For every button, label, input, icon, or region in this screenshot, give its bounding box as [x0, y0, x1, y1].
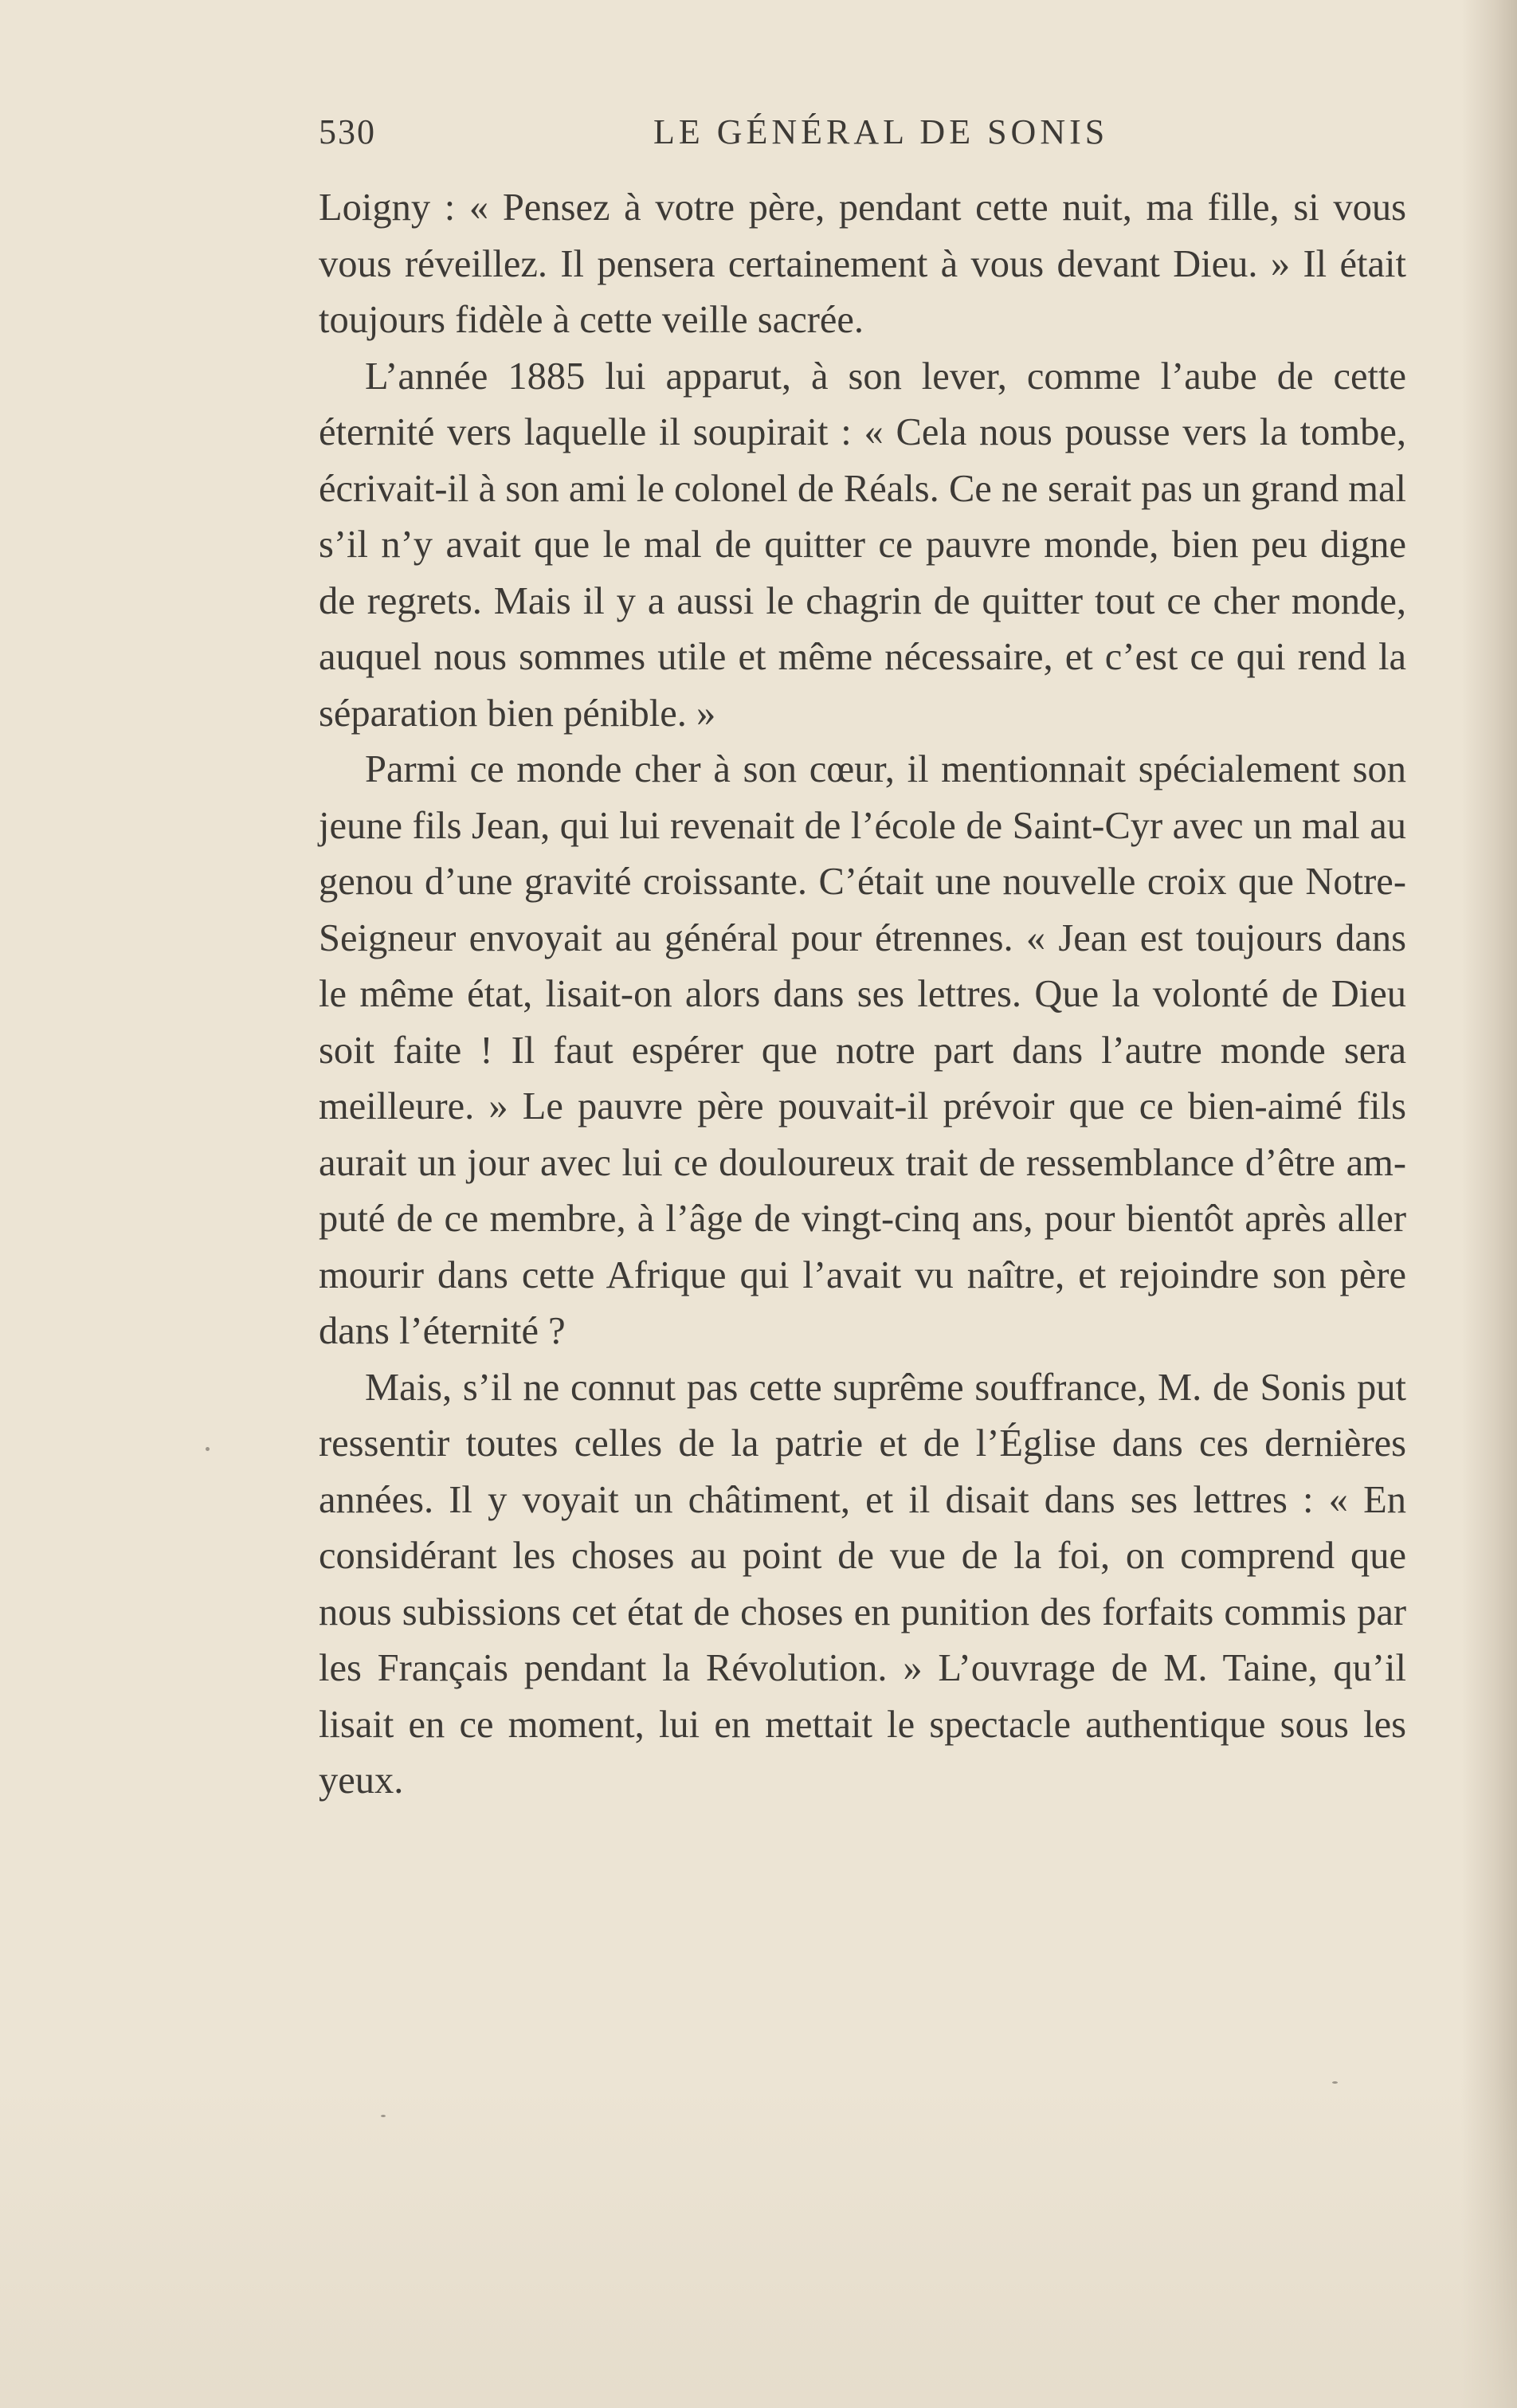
ink-speck — [206, 1447, 210, 1451]
ink-speck — [381, 2115, 386, 2117]
body-text — [319, 180, 1406, 1810]
paper-discoloration — [0, 2073, 1517, 2408]
page-number: 530 — [319, 112, 376, 151]
running-title: LE GÉNÉRAL DE SONIS — [653, 112, 1109, 151]
paragraph-2: L’année 1885 lui apparut, à son lever, comme l’aube de cette éternité vers laquelle il soupirait : « Cela nous pousse vers la tombe, écrivait-il à son ami le colonel de Réals. Ce ne serait pas un grand mal s’il n’y avait que le mal de quitter ce pauvre monde, bien peu digne de regrets. Mais il y a aussi le chagrin de quitter tout ce cher monde, auquel nous sommes utile et même nécessaire, et c’est ce qui rend la séparation bien pénible. » — [319, 355, 1406, 735]
paragraph-4: Mais, s’il ne connut pas cette suprême souffrance, M. de Sonis put ressentir toutes celles de la patrie et de l’Église dans ces dernières années. Il y voyait un châtiment, et il disait dans ses lettres : « En considérant les choses au point de vue de la foi, on comprend que nous subissions cet état de choses en punition des forfaits commis par les Français pendant la Révolution. » L’ouvrage de M. Taine, qu’il lisait en ce moment, lui en mettait le spectacle authentique sous les yeux. — [319, 1366, 1406, 1802]
paragraph-1: Loigny : « Pensez à votre père, pendant cette nuit, ma fille, si vous vous réveillez. Il pensera certainement à vous devant Dieu. » Il était toujours fidèle à cette veille sacrée. — [319, 186, 1406, 341]
paragraph-3: Parmi ce monde cher à son cœur, il mentionnait spécialement son jeune fils Jean, qui lui revenait de l’école de Saint-Cyr avec un mal au genou d’une gravité croissante. C’était une nouvelle croix que Notre-Seigneur envoyait au général pour étrennes. « Jean est toujours dans le même état, lisait-on alors dans ses lettres. Que la volonté de Dieu soit faite ! Il faut espérer que notre part dans l’autre monde sera meilleure. » Le pauvre père pouvait-il prévoir que ce bien-aimé fils aurait un jour avec lui ce douloureux trait de ressemblance d’être amputé de ce membre, à l’âge de vingt-cinq ans, pour bientôt après aller mourir dans cette Afrique qui l’avait vu naître, et rejoindre son père dans l’éternité ? — [319, 748, 1406, 1352]
running-head — [319, 112, 1406, 159]
ink-speck — [1332, 2081, 1338, 2084]
page-edge-shadow — [1461, 0, 1517, 2408]
